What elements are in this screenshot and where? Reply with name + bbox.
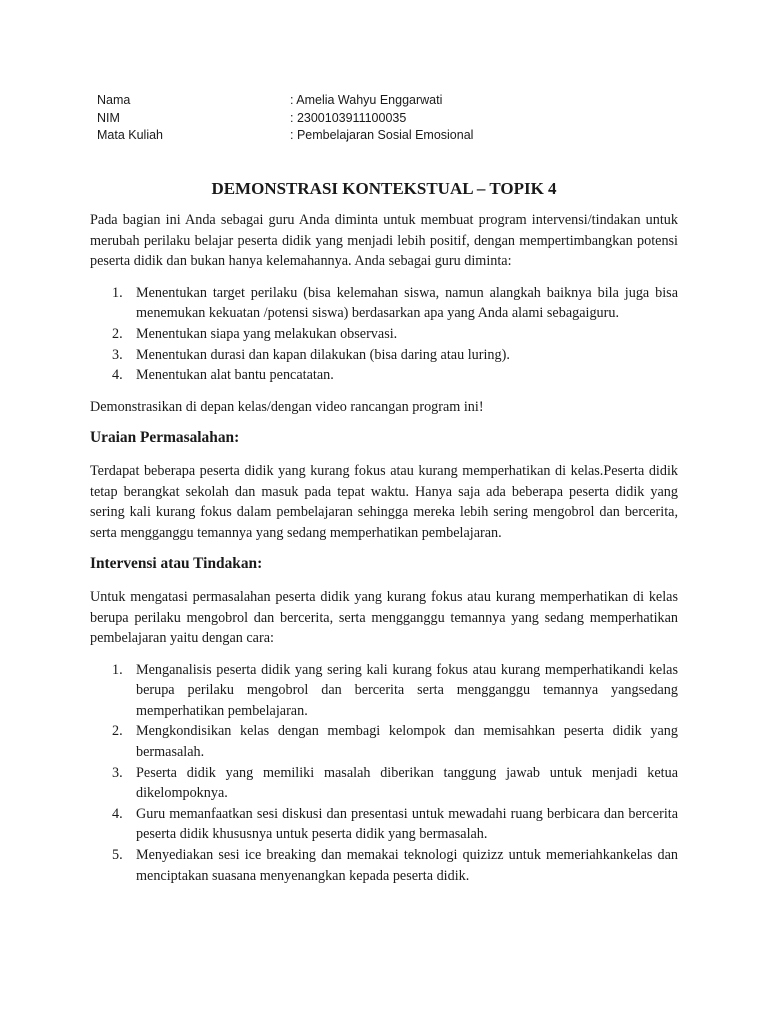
list-number: 4. xyxy=(112,367,123,384)
list-item xyxy=(90,845,678,886)
list-item-text: Menentukan durasi dan kapan dilakukan (bisa daring atau luring). xyxy=(136,346,510,363)
list-number: 5. xyxy=(112,847,123,864)
task-list xyxy=(90,283,678,386)
page-title: DEMONSTRASI KONTEKSTUAL – TOPIK 4 xyxy=(211,179,557,198)
intervention-list xyxy=(90,660,678,887)
list-item xyxy=(90,283,678,324)
list-item-text: Menganalisis peserta didik yang sering kali kurang fokus atau kurang memperhatikandi kelas berupa perilaku mengobrol dan bercerita serta mengganggu temannya yangsedang memperhatikan pembelajaran. xyxy=(136,661,678,719)
identity-label: NIM xyxy=(97,110,120,125)
list-item xyxy=(90,721,678,762)
identity-row-nim xyxy=(97,110,473,128)
document-body xyxy=(90,210,678,897)
list-number: 1. xyxy=(112,284,123,301)
list-item xyxy=(90,660,678,722)
list-item-text: Menyediakan sesi ice breaking dan memakai teknologi quizizz untuk memeriahkankelas dan menciptakan suasana menyenangkan kepada peserta didik. xyxy=(136,847,678,884)
problem-heading: Uraian Permasalahan: xyxy=(90,429,240,447)
list-item xyxy=(90,324,678,345)
list-number: 1. xyxy=(112,661,123,678)
identity-label: Mata Kuliah xyxy=(97,128,164,142)
list-number: 4. xyxy=(112,805,123,822)
identity-label: Nama xyxy=(97,93,131,107)
list-item xyxy=(90,345,678,366)
list-number: 2. xyxy=(112,325,123,342)
identity-value: : 2300103911100035 xyxy=(290,110,407,125)
list-item xyxy=(90,763,678,804)
intervention-intro: Untuk mengatasi permasalahan peserta didik yang kurang fokus atau kurang memperhatikan di kelas berupa perilaku mengobrol dan bercerita, serta mengganggu temannya yang sedang memperhatikan pembelajaran yaitu dengan cara: xyxy=(90,588,678,647)
list-item-text: Menentukan alat bantu pencatatan. xyxy=(136,367,334,384)
intervention-heading: Intervensi atau Tindakan: xyxy=(90,555,263,573)
identity-value: : Pembelajaran Sosial Emosional xyxy=(290,128,474,142)
list-item-text: Mengkondisikan kelas dengan membagi kelompok dan memisahkan peserta didik yang bermasalah. xyxy=(136,723,678,761)
problem-paragraph: Terdapat beberapa peserta didik yang kurang fokus atau kurang memperhatikan di kelas.Peserta didik tetap berangkat sekolah dan masuk pada tepat waktu. Hanya saja ada beberapa peserta didik yang sering kali kurang fokus dalam pembelajaran sehingga mereka lebih sering mengobrol dan bercerita, serta mengganggu temannya yang sedang memperhatikan pembelajaran. xyxy=(90,462,678,541)
list-item-text: Menentukan siapa yang melakukan observasi. xyxy=(136,325,398,342)
list-item-text: Guru memanfaatkan sesi diskusi dan presentasi untuk mewadahi ruang berbicara dan bercerita peserta didik khususnya untuk peserta didik yang bermasalah. xyxy=(136,805,678,843)
list-number: 3. xyxy=(112,346,123,363)
list-item xyxy=(90,804,678,845)
intro-paragraph: Pada bagian ini Anda sebagai guru Anda diminta untuk membuat program intervensi/tindakan untuk merubah perilaku belajar peserta didik yang menjadi lebih positif, dengan mempertimbangkan potensi peserta didik dan bukan hanya kelemahannya. Anda sebagai guru diminta: xyxy=(90,212,678,270)
list-number: 3. xyxy=(112,764,123,781)
identity-value: : Amelia Wahyu Enggarwati xyxy=(290,93,443,107)
list-item xyxy=(90,365,678,386)
list-number: 2. xyxy=(112,723,123,740)
identity-row-name xyxy=(97,92,473,110)
identity-row-course xyxy=(97,127,473,145)
identity-block xyxy=(97,92,473,145)
list-item-text: Peserta didik yang memiliki masalah diberikan tanggung jawab untuk menjadi ketua dikelompoknya. xyxy=(136,764,678,802)
list-item-text: Menentukan target perilaku (bisa kelemahan siswa, namun alangkah baiknya bila juga bisa menemukan kekuatan /potensi siswa) berdasarkan apa yang Anda alami sebagaiguru. xyxy=(136,284,678,322)
demo-instruction: Demonstrasikan di depan kelas/dengan video rancangan program ini! xyxy=(90,398,484,415)
